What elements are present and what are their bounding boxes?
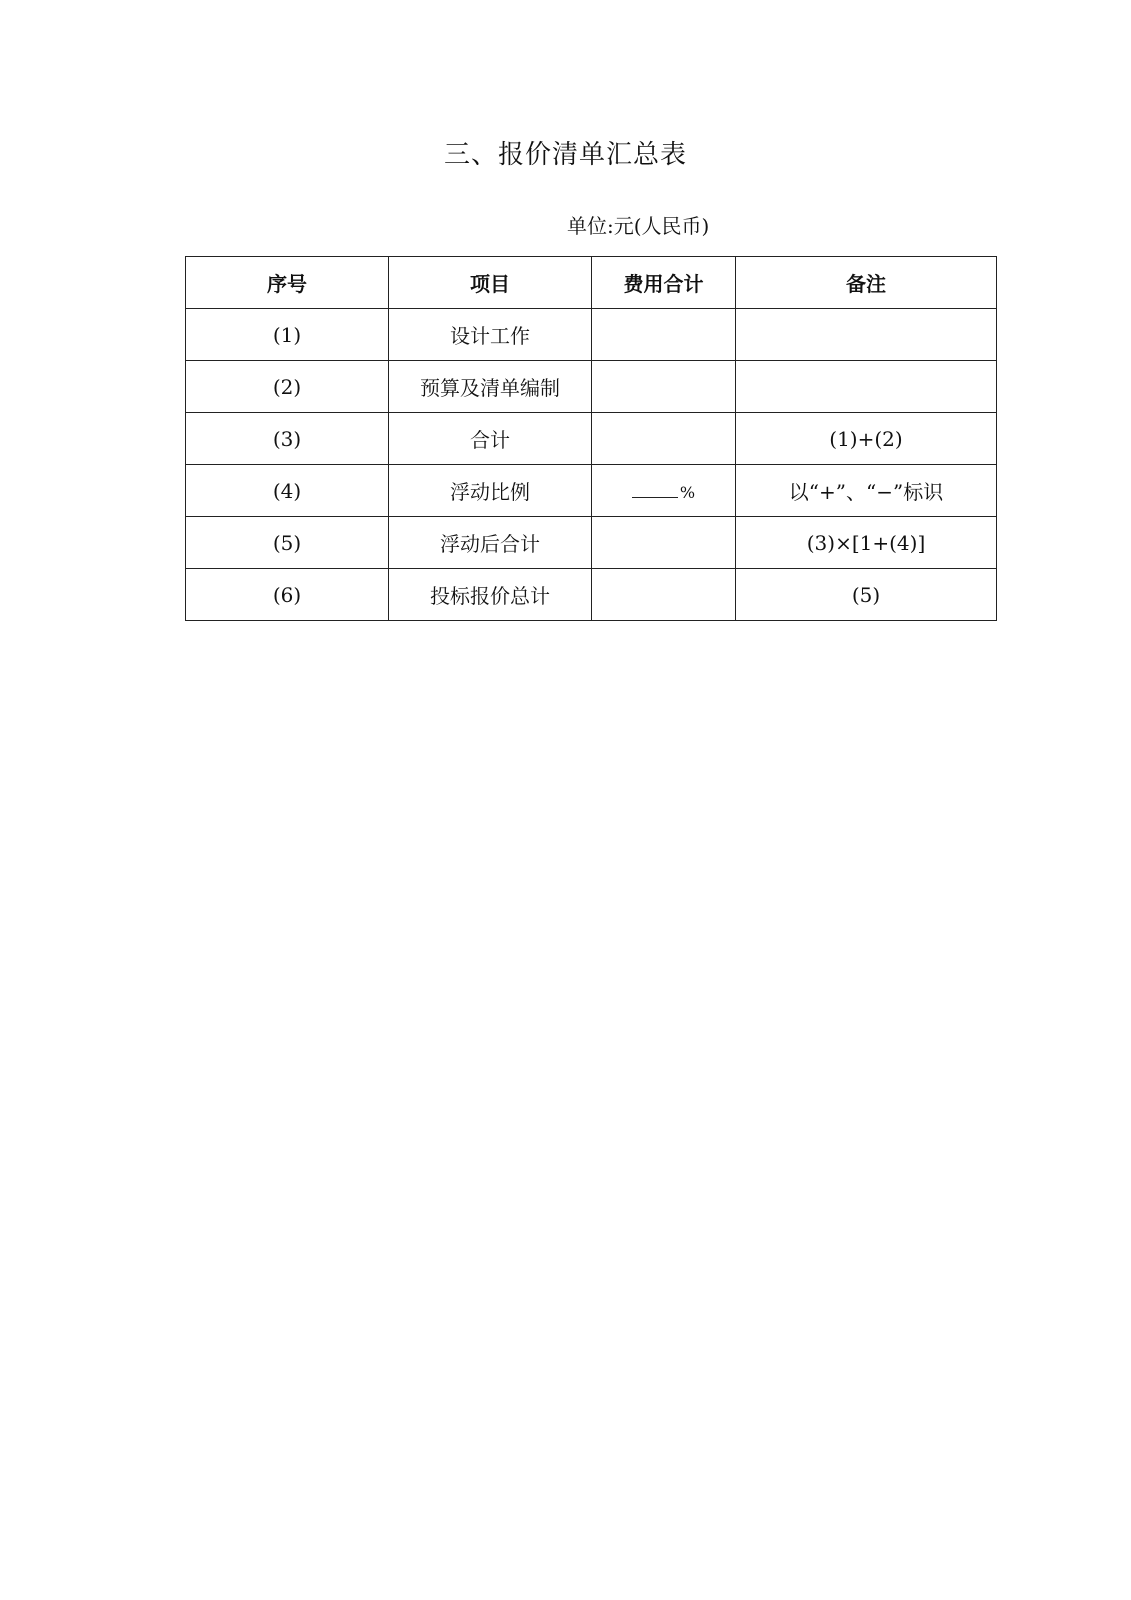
table-row	[186, 517, 997, 569]
row-index: (5)	[186, 517, 389, 569]
row-index: (2)	[186, 361, 389, 413]
table-row	[186, 465, 997, 517]
header-item: 项目	[389, 257, 592, 309]
header-cost-total: 费用合计	[592, 257, 736, 309]
row-item: 预算及清单编制	[389, 361, 592, 413]
row-index: (1)	[186, 309, 389, 361]
row-remark: (5)	[736, 569, 997, 621]
row-item: 设计工作	[389, 309, 592, 361]
row-remark	[736, 309, 997, 361]
row-index: (4)	[186, 465, 389, 517]
page-title: 三、报价清单汇总表	[443, 140, 687, 170]
row-remark: 以“+”、“−”标识	[736, 465, 997, 517]
row-item: 合计	[389, 413, 592, 465]
row-cost	[592, 413, 736, 465]
header-index: 序号	[186, 257, 389, 309]
quote-summary-table	[185, 256, 997, 621]
table-header-row	[186, 257, 997, 309]
row-index: (3)	[186, 413, 389, 465]
row-cost	[592, 517, 736, 569]
percent-sign: %	[679, 482, 696, 502]
row-cost	[592, 309, 736, 361]
row-remark: (3)×[1+(4)]	[736, 517, 997, 569]
row-index: (6)	[186, 569, 389, 621]
unit-label: 单位:元(人民币)	[567, 214, 710, 238]
table-row	[186, 413, 997, 465]
row-remark	[736, 361, 997, 413]
row-item: 投标报价总计	[389, 569, 592, 621]
row-remark: (1)+(2)	[736, 413, 997, 465]
row-cost	[592, 569, 736, 621]
header-remark: 备注	[736, 257, 997, 309]
row-cost	[592, 361, 736, 413]
row-cost	[592, 465, 736, 517]
table-row	[186, 309, 997, 361]
row-item: 浮动比例	[389, 465, 592, 517]
row-item: 浮动后合计	[389, 517, 592, 569]
fill-in-blank	[632, 481, 678, 498]
table-row	[186, 569, 997, 621]
table-row	[186, 361, 997, 413]
